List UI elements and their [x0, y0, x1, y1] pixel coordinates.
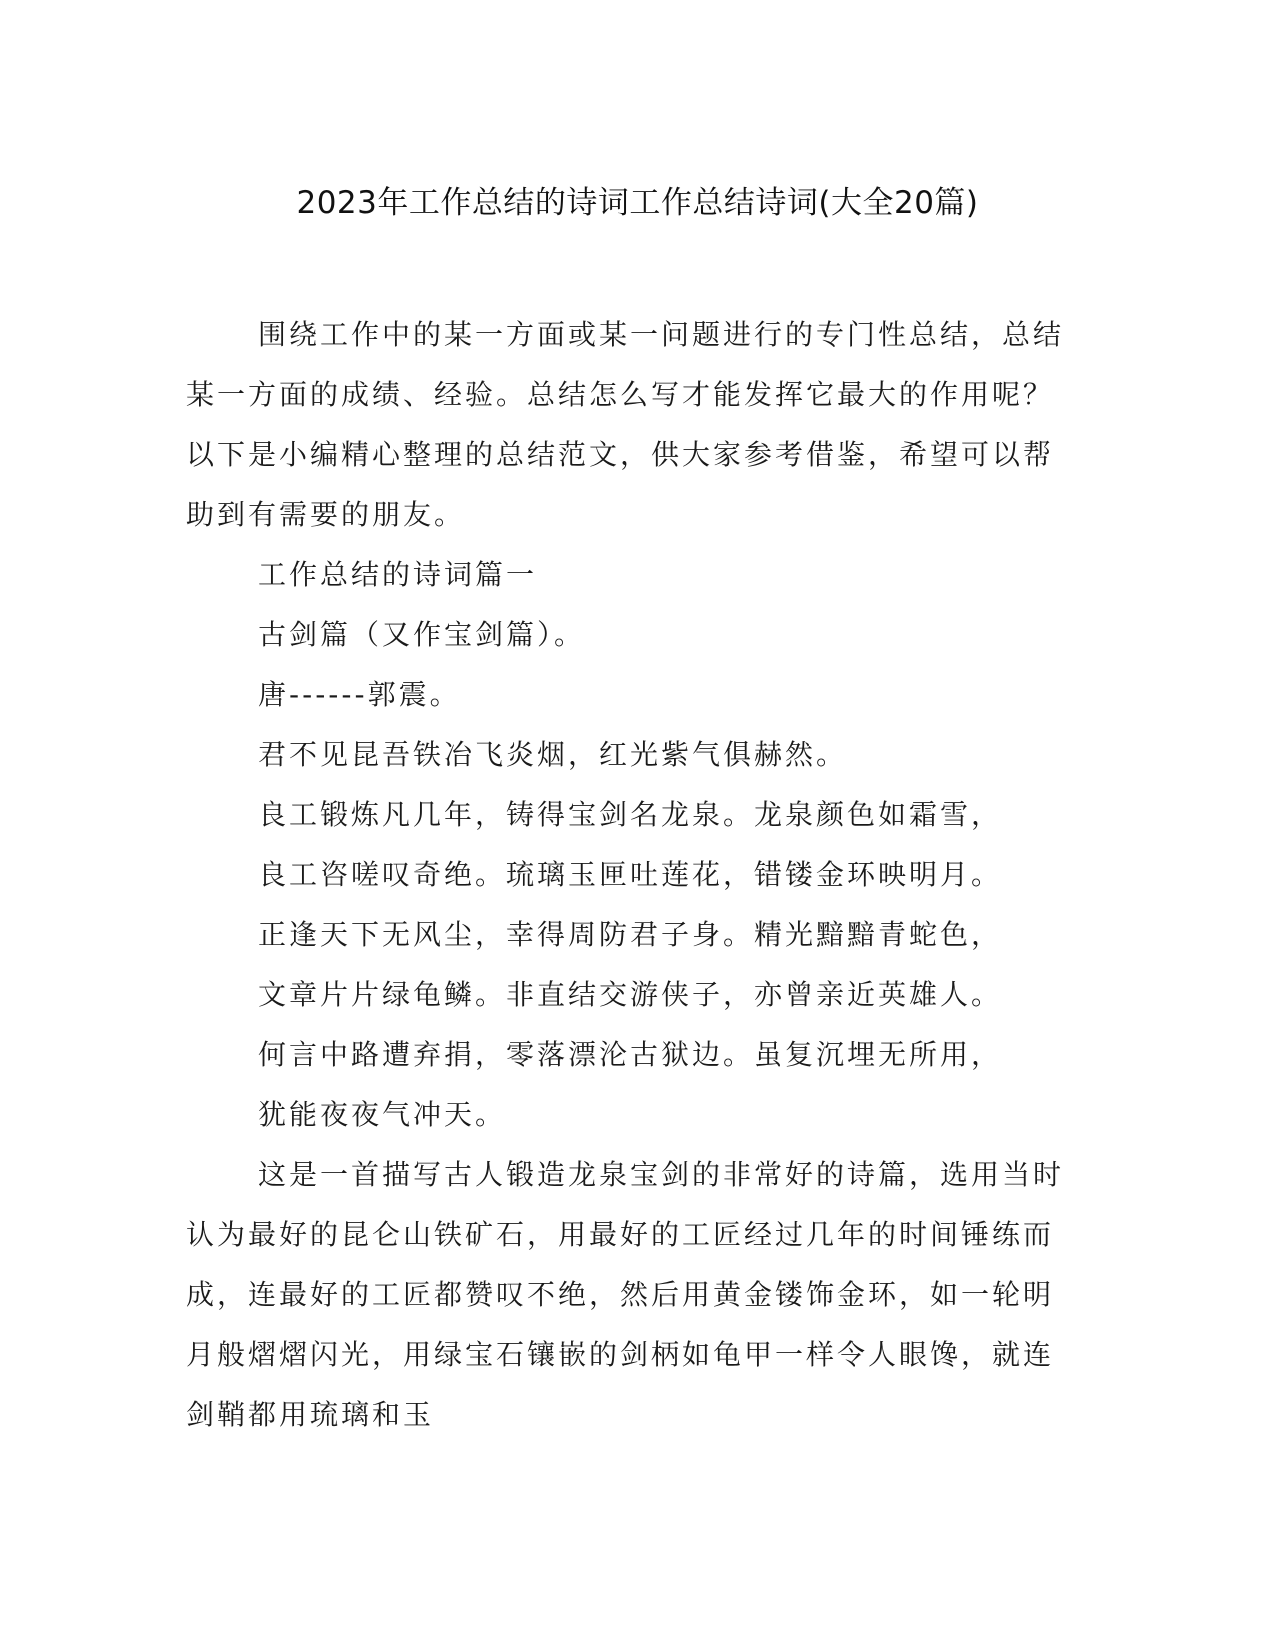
section-heading: 工作总结的诗词篇一: [258, 558, 538, 591]
commentary-paragraph: 这是一首描写古人锻造龙泉宝剑的非常好的诗篇，选用当时认为最好的昆仑山铁矿石，用最好的工匠经过几年的时间锤练而成，连最好的工匠都赞叹不绝，然后用黄金镂饰金环，如一轮明月般熠熠闪光，用绿宝石镶嵌的剑柄如龟甲一样令人眼馋，就连剑鞘都用琉璃和玉: [186, 1158, 1065, 1431]
document-title: 2023年工作总结的诗词工作总结诗词(大全20篇): [296, 185, 979, 221]
poem-line: 正逢天下无风尘，幸得周防君子身。精光黯黯青蛇色，: [258, 918, 1003, 951]
poem-author: 唐------郭震。: [258, 678, 461, 711]
intro-paragraph: 围绕工作中的某一方面或某一问题进行的专门性总结，总结某一方面的成绩、经验。总结怎么写才能发挥它最大的作用呢？以下是小编精心整理的总结范文，供大家参考借鉴，希望可以帮助到有需要的朋友。: [186, 318, 1065, 531]
poem-line: 良工锻炼凡几年，铸得宝剑名龙泉。龙泉颜色如霜雪，: [258, 798, 1003, 831]
poem-line: 良工咨嗟叹奇绝。琉璃玉匣吐莲花，错镂金环映明月。: [258, 858, 1003, 891]
document-body: [186, 305, 1070, 1445]
poem-line: 文章片片绿龟鳞。非直结交游侠子，亦曾亲近英雄人。: [258, 978, 1003, 1011]
poem-line: 何言中路遭弃捐，零落漂沦古狱边。虽复沉埋无所用，: [258, 1038, 1003, 1071]
poem-title: 古剑篇（又作宝剑篇）。: [258, 618, 586, 651]
poem-line: 犹能夜夜气冲天。: [258, 1098, 507, 1131]
poem-line: 君不见昆吾铁冶飞炎烟，红光紫气俱赫然。: [258, 738, 848, 771]
